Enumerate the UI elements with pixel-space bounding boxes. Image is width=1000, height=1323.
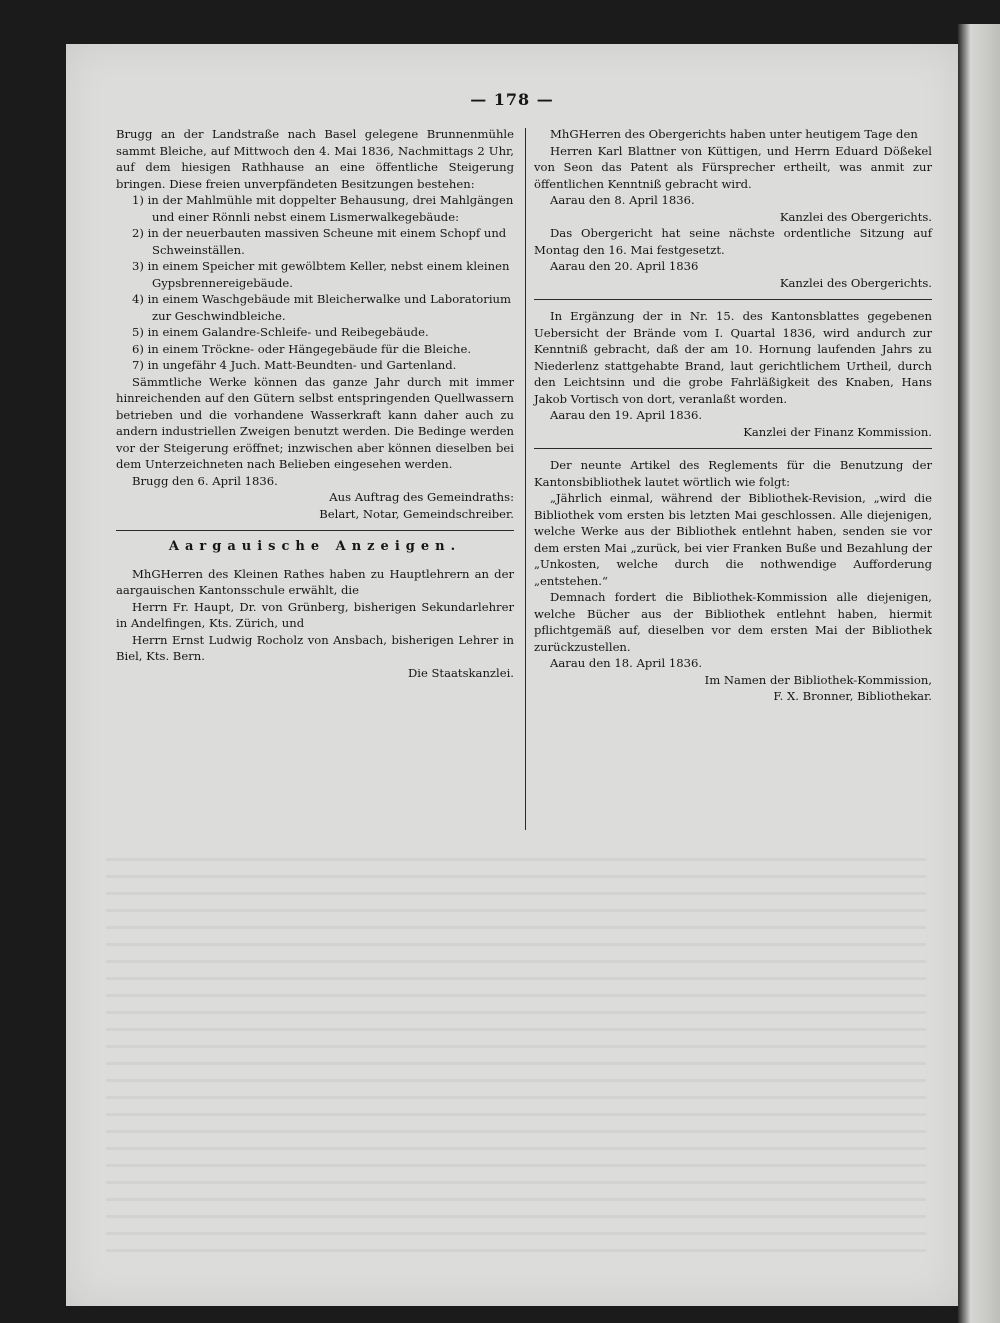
library-regulation-quote: „Jährlich einmal, während der Bibliothek-Revision, „wird die Bibliothek vom ersten bis letzten Mai geschlossen. Alle diejenigen, welche Werke aus der Bibliothek entlehnt haben, senden sie vor dem ersten Mai „zurück, bei vier Franken Buße und Bezahlung der „Unkosten, welche durch die nothwendige Aufforderung „entstehen.“ (534, 491, 932, 588)
court-notice: MhGHerren des Obergerichts haben unter heutigem Tage den (550, 127, 918, 141)
page-number: — 178 — (470, 90, 554, 109)
auction-signature-line-2: Belart, Notar, Gemeindschreiber. (319, 506, 514, 521)
library-notice-date: Aarau den 18. April 1836. (550, 656, 703, 670)
newspaper-page (66, 44, 958, 1306)
bleed-through-area (106, 844, 926, 1264)
auction-signature-line-1: Aus Auftrag des Gemeindraths: (329, 490, 514, 504)
appointment-person-2: Herrn Ernst Ludwig Rocholz von Ansbach, bisherigen Lehrer in Biel, Kts. Bern. (116, 632, 514, 663)
appointment-signature: Die Staatskanzlei. (407, 665, 514, 680)
section-divider (534, 448, 932, 449)
list-item: 5) in einem Galandre-Schleife- und Reibegebäude. (132, 325, 429, 339)
auction-date: Brugg den 6. April 1836. (132, 473, 278, 488)
property-list (116, 192, 514, 374)
appointment-text: MhGHerren des Kleinen Rathes haben zu Hauptlehrern an der aargauischen Kantonsschule erwählt, die (116, 566, 514, 597)
column-divider (525, 128, 526, 830)
court-notice-names: Herren Karl Blattner von Küttigen, und Herrn Eduard Dößekel von Seon das Patent als Fürsprecher ertheilt, was anmit zur öffentlichen Kenntniß gebracht wird. (534, 143, 932, 191)
court-notice-signature: Kanzlei des Obergerichts. (779, 209, 932, 224)
list-item: 4) in einem Waschgebäude mit Bleicherwalke und Laboratorium zur Geschwindbleiche. (132, 292, 511, 323)
works-paragraph: Sämmtliche Werke können das ganze Jahr durch mit immer hinreichenden auf den Gütern selbst entspringenden Quellwassern betrieben und die vorhandene Wasserkraft kann daher auch zu andern industriellen Zweigen benutzt werden. Die Bedinge werden vor der Steigerung eröffnet; inzwischen aber können dieselben bei dem Unterzeichneten nach Belieben eingesehen werden. (116, 374, 514, 471)
section-heading: Aargauische Anzeigen. (168, 539, 462, 554)
right-column (534, 126, 932, 705)
scan-background-edge (958, 24, 1000, 1323)
fire-report-notice: In Ergänzung der in Nr. 15. des Kantonsblattes gegebenen Uebersicht der Brände vom I. Quartal 1836, wird andurch zur Kenntniß gebracht, daß der am 10. Hornung laufenden Jahrs zu Niederlenz stattgehabte Brand, laut gerichtlichem Urtheil, durch den Leichtsinn und die grobe Fahrläßigkeit des Knaben, Hans Jakob Vortisch von dort, veranlaßt worden. (534, 309, 932, 406)
court-session-date: Aarau den 20. April 1836 (550, 259, 699, 273)
list-item: 2) in der neuerbauten massiven Scheune mit einem Schopf und Schweinställen. (132, 226, 507, 257)
fire-report-signature: Kanzlei der Finanz Kommission. (743, 424, 932, 439)
list-item: 3) in einem Speicher mit gewölbtem Keller, nebst einem kleinen Gypsbrennereigebäude. (132, 259, 510, 290)
list-item: 6) in einem Tröckne- oder Hängegebäude für die Bleiche. (132, 341, 472, 356)
library-signature-line-2: F. X. Bronner, Bibliothekar. (773, 689, 932, 703)
auction-intro: Brugg an der Landstraße nach Basel gelegene Brunnenmühle sammt Bleiche, auf Mittwoch den 4. Mai 1836, Nachmittags 2 Uhr, auf dem hiesigen Rathhause an eine öffentliche Steigerung bringen. Diese freien unverpfändeten Besitzungen bestehen: (116, 127, 514, 191)
court-notice-date: Aarau den 8. April 1836. (550, 193, 695, 207)
section-divider (534, 299, 932, 300)
appointment-person-1: Herrn Fr. Haupt, Dr. von Grünberg, bisherigen Sekundarlehrer in Andelfingen, Kts. Zürich, und (116, 599, 514, 630)
section-divider (116, 530, 514, 531)
court-session-notice: Das Obergericht hat seine nächste ordentliche Sitzung auf Montag den 16. Mai festgesetzt. (534, 226, 932, 257)
library-signature-line-1: Im Namen der Bibliothek-Kommission, (704, 672, 932, 687)
left-column (116, 126, 514, 681)
library-notice-request: Demnach fordert die Bibliothek-Kommission alle diejenigen, welche Bücher aus der Bibliothek entlehnt haben, hiermit pflichtgemäß auf, dieselben vor dem ersten Mai der Bibliothek zurückzustellen. (534, 590, 932, 654)
court-session-signature: Kanzlei des Obergerichts. (779, 275, 932, 290)
library-notice-intro: Der neunte Artikel des Reglements für die Benutzung der Kantonsbibliothek lautet wörtlich wie folgt: (534, 458, 932, 489)
list-item: 7) in ungefähr 4 Juch. Matt-Beundten- und Gartenland. (132, 358, 457, 372)
fire-report-date: Aarau den 19. April 1836. (550, 408, 703, 422)
list-item: 1) in der Mahlmühle mit doppelter Behausung, drei Mahlgängen und einer Rönnli nebst einem Lismerwalkegebäude: (132, 193, 514, 224)
